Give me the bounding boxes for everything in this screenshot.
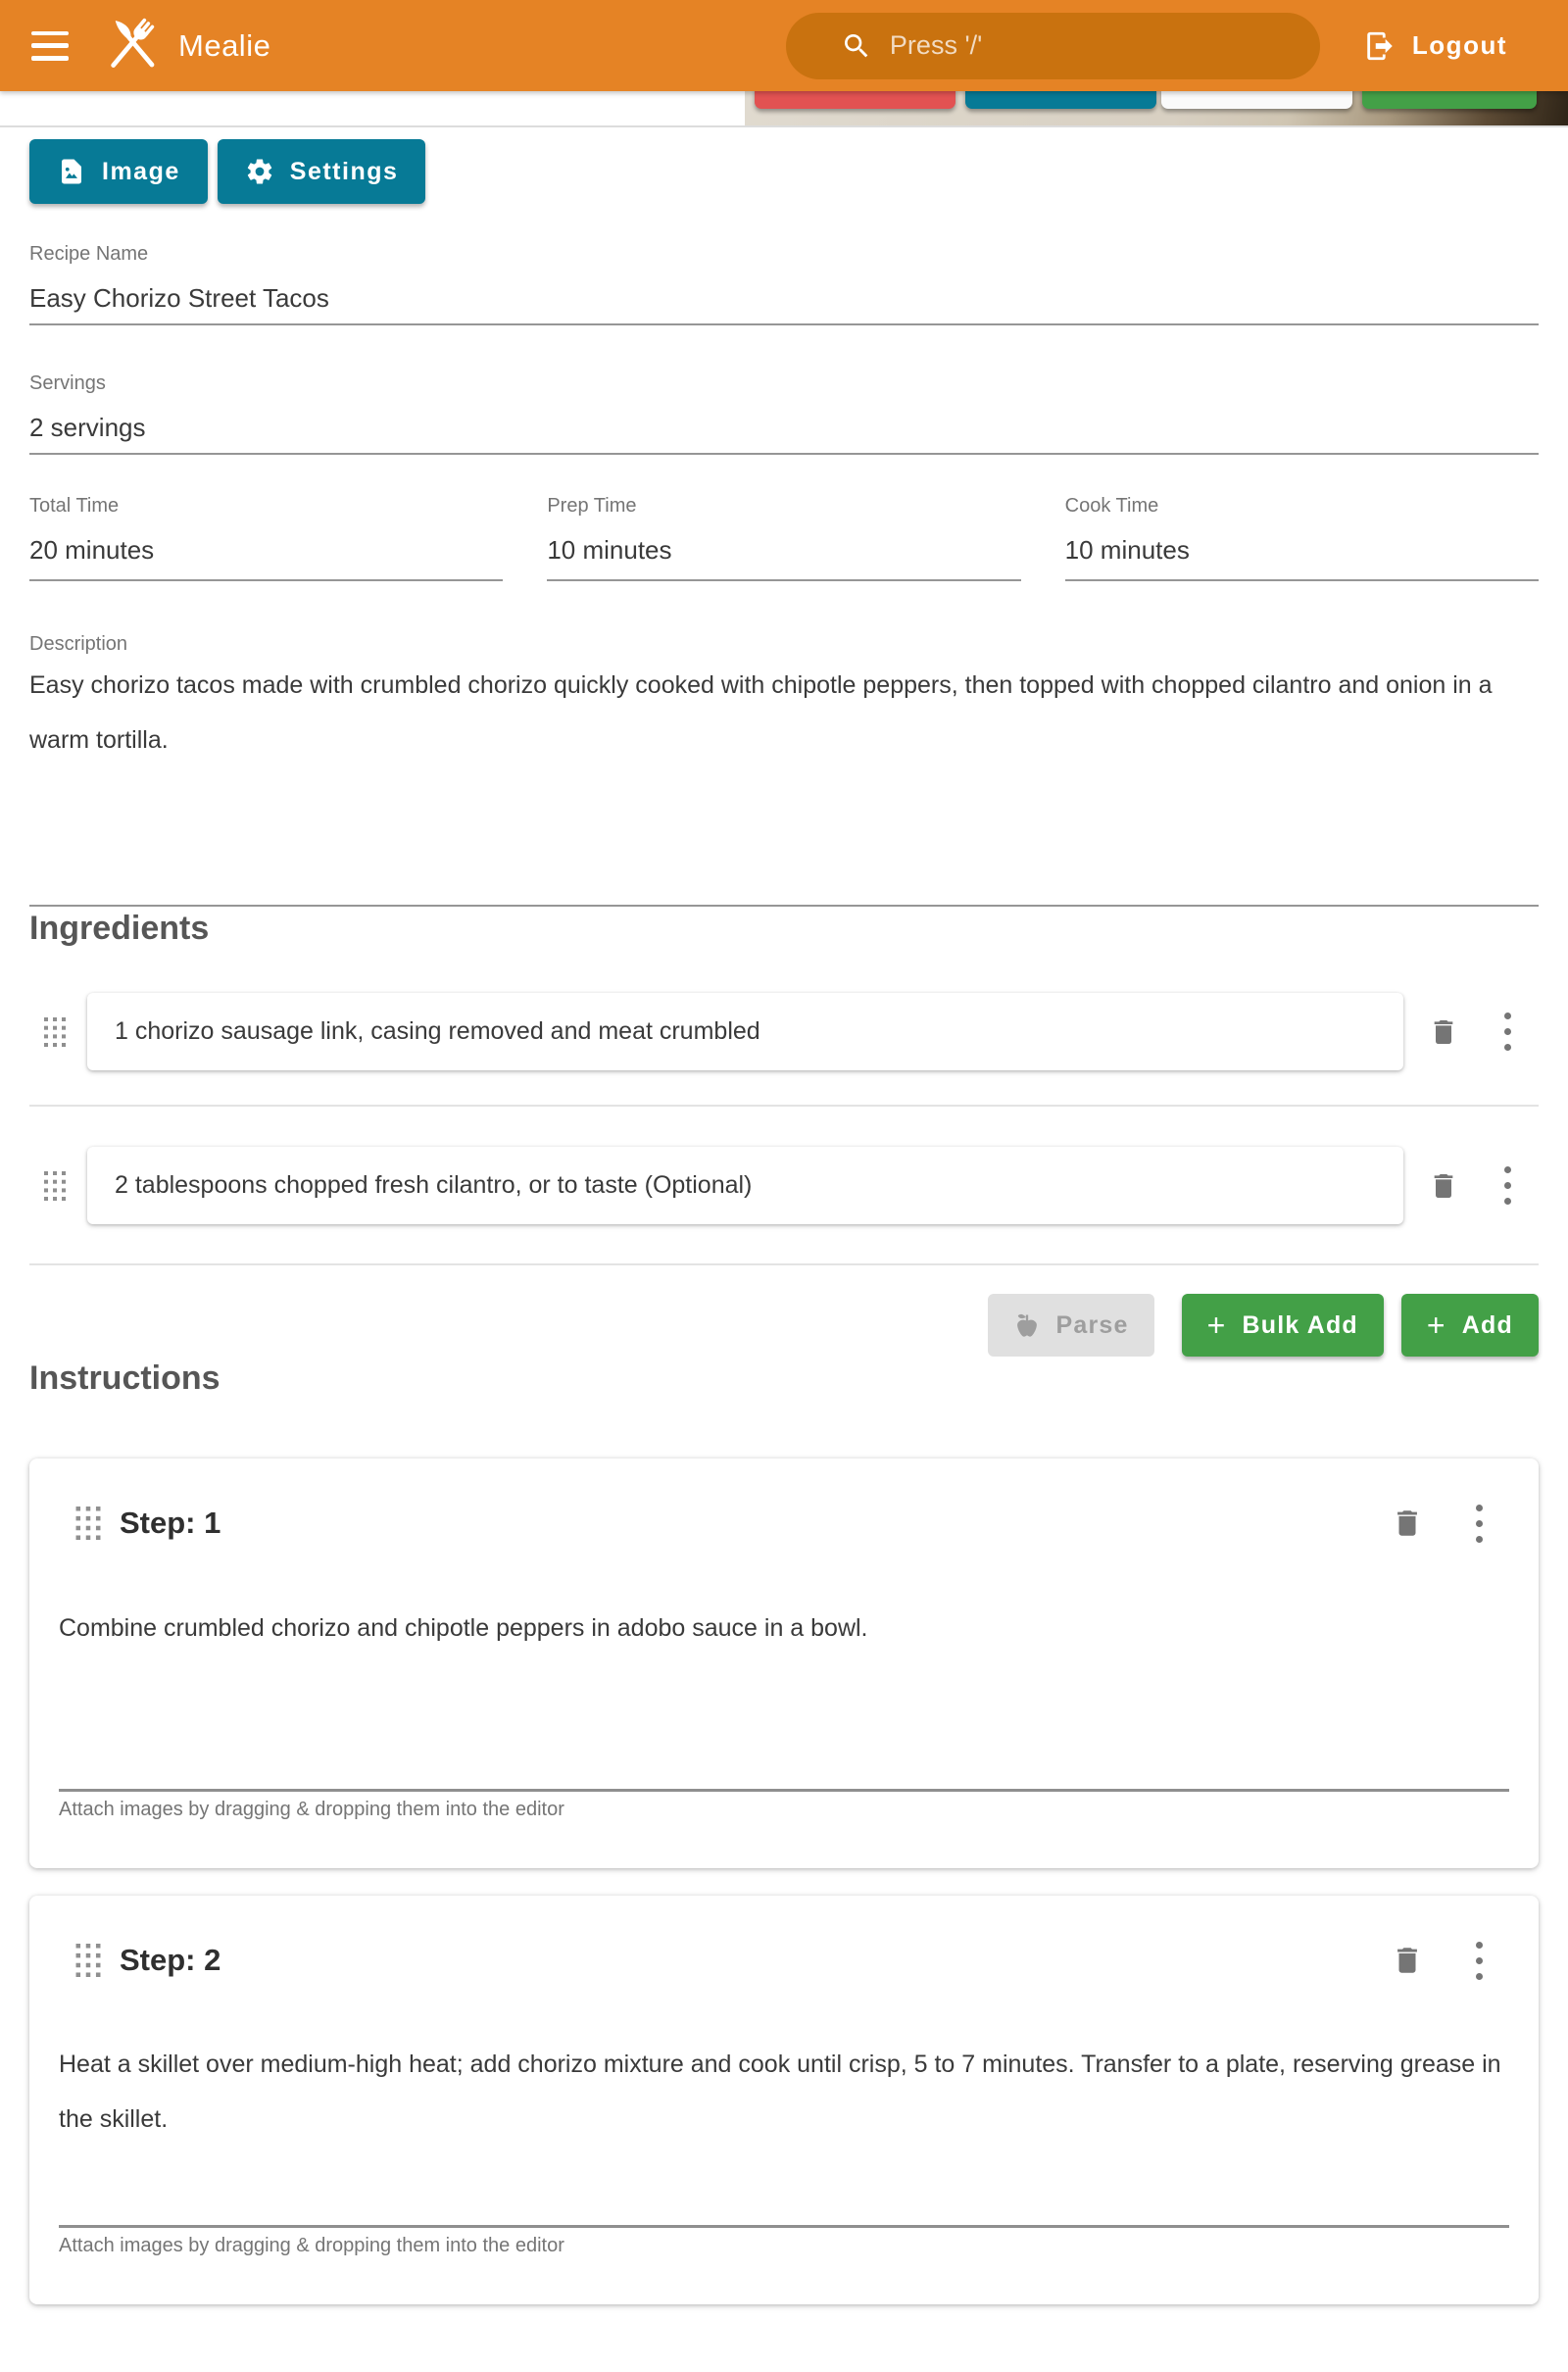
drag-handle-icon[interactable] — [40, 1171, 70, 1201]
total-time-label: Total Time — [29, 495, 120, 517]
instructions-heading: Instructions — [29, 1359, 220, 1397]
partial-green-button[interactable] — [1362, 91, 1537, 109]
servings-input[interactable]: 2 servings — [29, 413, 146, 442]
recipe-name-input[interactable]: Easy Chorizo Street Tacos — [29, 283, 329, 313]
plus-icon: + — [1426, 1308, 1446, 1343]
add-button-label: Add — [1461, 1310, 1513, 1339]
apple-icon — [1013, 1311, 1041, 1339]
kebab-icon — [1476, 1942, 1483, 1980]
input-underline — [547, 579, 1020, 581]
recipe-photo — [745, 91, 1568, 125]
step-header — [59, 1935, 1509, 1986]
prep-time-label: Prep Time — [547, 495, 637, 517]
kebab-icon — [1476, 1505, 1483, 1543]
prep-time-field — [547, 494, 1020, 581]
servings-label: Servings — [29, 372, 106, 394]
step-more-menu-button[interactable] — [1463, 1942, 1494, 1980]
description-field — [29, 632, 1539, 907]
drag-handle-icon[interactable] — [74, 1507, 103, 1540]
divider — [29, 1105, 1539, 1107]
app-header — [0, 0, 1568, 91]
recipe-name-label: Recipe Name — [29, 243, 149, 265]
ingredients-heading: Ingredients — [29, 910, 210, 947]
search-bar[interactable] — [786, 13, 1320, 79]
trash-icon — [1391, 1507, 1424, 1540]
trash-icon — [1428, 1016, 1459, 1048]
delete-ingredient-button[interactable] — [1427, 1016, 1460, 1048]
drag-handle-icon[interactable] — [74, 1944, 103, 1977]
cook-time-label: Cook Time — [1064, 495, 1159, 517]
step-title: Step: 2 — [120, 1943, 221, 1977]
logout-icon — [1363, 29, 1396, 63]
bulk-add-button-label: Bulk Add — [1242, 1310, 1358, 1339]
step-text-editor[interactable]: Combine crumbled chorizo and chipotle peppers in adobo sauce in a bowl. — [59, 1614, 868, 1642]
logout-button[interactable] — [1363, 29, 1507, 63]
ingredient-actions — [29, 1294, 1539, 1357]
ingredient-input[interactable] — [87, 993, 1403, 1070]
mealie-logo-icon — [100, 11, 165, 81]
image-button[interactable] — [29, 139, 208, 204]
image-button-label: Image — [102, 157, 180, 185]
ingredient-more-menu-button[interactable] — [1492, 1013, 1523, 1051]
app-title: Mealie — [178, 27, 271, 63]
partial-white-button[interactable] — [1161, 91, 1352, 109]
recipe-editor — [0, 139, 1568, 2304]
attach-hint: Attach images by dragging & dropping them into the editor — [59, 1799, 564, 1820]
partial-red-button[interactable] — [755, 91, 956, 109]
recipe-photo-strip — [0, 91, 1568, 125]
step-header — [59, 1498, 1509, 1549]
ingredient-row — [29, 993, 1539, 1070]
editor-toolbar — [29, 139, 1539, 204]
divider — [29, 1263, 1539, 1265]
editor-underline — [59, 1789, 1509, 1792]
ingredient-text: 1 chorizo sausage link, casing removed and meat crumbled — [115, 1017, 760, 1045]
delete-step-button[interactable] — [1391, 1507, 1424, 1540]
description-textarea[interactable]: Easy chorizo tacos made with crumbled chorizo quickly cooked with chipotle peppers, then topped with chopped cilantro and onion in a warm tortilla. — [29, 671, 1493, 754]
instruction-step-card — [29, 1896, 1539, 2304]
settings-button[interactable] — [218, 139, 426, 204]
step-title: Step: 1 — [120, 1506, 221, 1540]
photo-strip-blank — [0, 91, 745, 125]
kebab-icon — [1504, 1166, 1511, 1205]
settings-button-label: Settings — [289, 157, 399, 185]
recipe-name-field — [29, 242, 1539, 325]
bulk-add-button[interactable] — [1182, 1294, 1384, 1357]
ingredient-text: 2 tablespoons chopped fresh cilantro, or to taste (Optional) — [115, 1171, 753, 1199]
plus-icon: + — [1206, 1308, 1227, 1343]
menu-icon[interactable] — [31, 31, 69, 61]
parse-button-label: Parse — [1055, 1310, 1129, 1339]
drag-handle-icon[interactable] — [40, 1017, 70, 1047]
ingredient-row — [29, 1147, 1539, 1224]
gear-icon — [245, 157, 274, 186]
cook-time-input[interactable]: 10 minutes — [1064, 535, 1190, 565]
trash-icon — [1391, 1944, 1424, 1977]
ingredient-more-menu-button[interactable] — [1492, 1166, 1523, 1205]
prep-time-input[interactable]: 10 minutes — [547, 535, 672, 565]
delete-step-button[interactable] — [1391, 1944, 1424, 1977]
input-underline — [29, 579, 503, 581]
ingredient-input[interactable] — [87, 1147, 1403, 1224]
add-ingredient-button[interactable] — [1401, 1294, 1539, 1357]
search-icon — [841, 30, 872, 62]
delete-ingredient-button[interactable] — [1427, 1170, 1460, 1202]
step-text-editor[interactable]: Heat a skillet over medium-high heat; add chorizo mixture and cook until crisp, 5 to 7 minutes. Transfer to a plate, reserving grease in the skillet. — [59, 2051, 1501, 2133]
input-underline — [1065, 579, 1539, 581]
logout-label: Logout — [1411, 30, 1507, 60]
parse-button[interactable] — [988, 1294, 1154, 1357]
total-time-field — [29, 494, 503, 581]
cook-time-field — [1065, 494, 1539, 581]
trash-icon — [1428, 1170, 1459, 1202]
partial-teal-button[interactable] — [965, 91, 1156, 109]
description-label: Description — [29, 633, 128, 655]
servings-field — [29, 371, 1539, 455]
total-time-input[interactable]: 20 minutes — [29, 535, 155, 565]
instruction-step-card — [29, 1458, 1539, 1868]
step-more-menu-button[interactable] — [1463, 1505, 1494, 1543]
divider — [0, 125, 1568, 127]
attach-hint: Attach images by dragging & dropping them into the editor — [59, 2235, 564, 2256]
kebab-icon — [1504, 1013, 1511, 1051]
input-underline — [29, 323, 1539, 325]
search-input[interactable] — [888, 29, 1284, 62]
image-icon — [57, 157, 86, 186]
input-underline — [29, 453, 1539, 455]
time-fields-row — [29, 494, 1539, 581]
editor-underline — [59, 2225, 1509, 2228]
